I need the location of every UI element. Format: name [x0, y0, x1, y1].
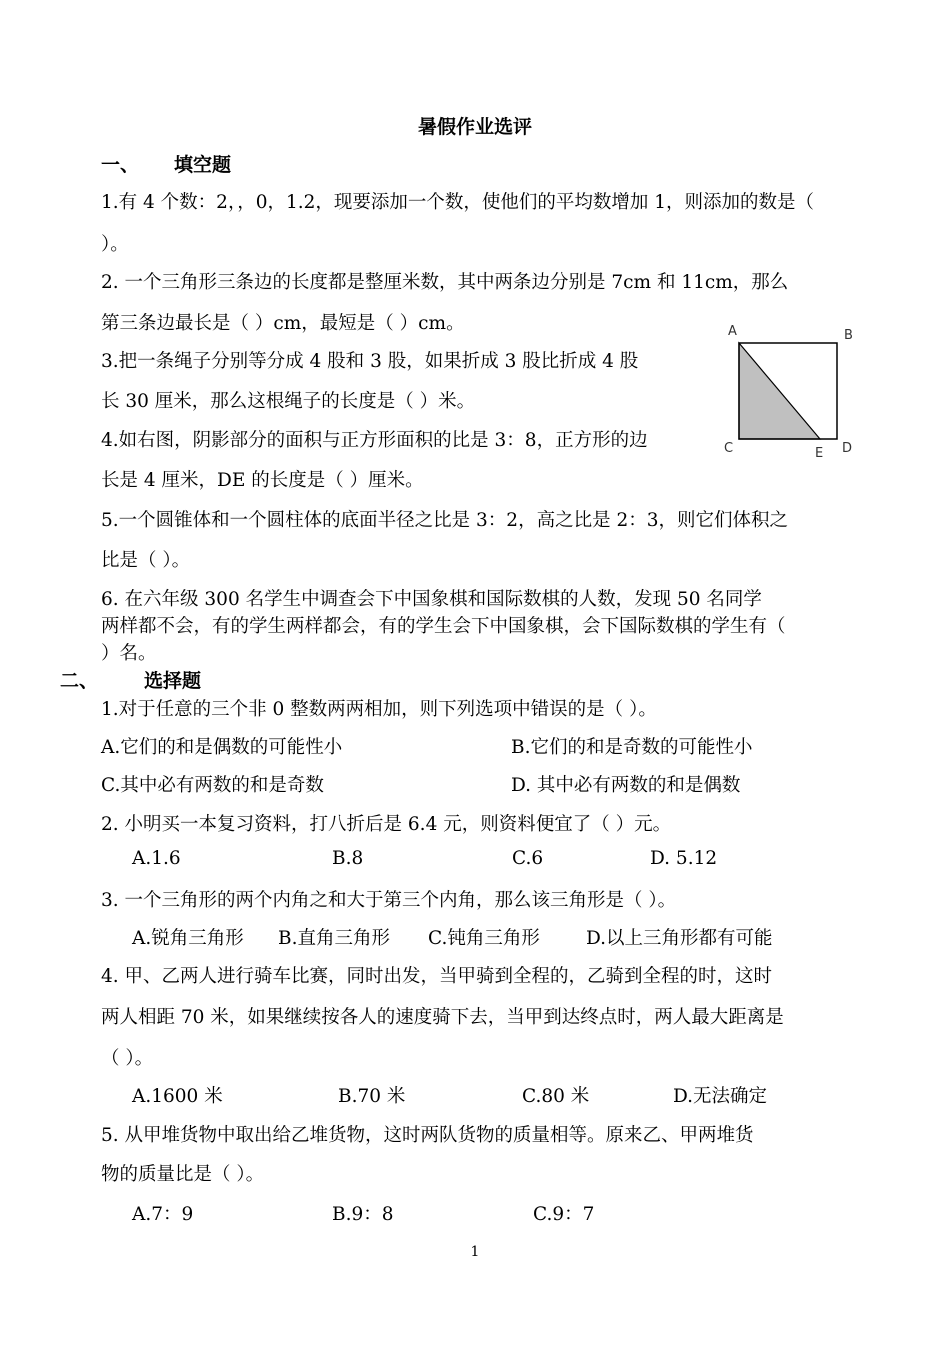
q3-line2: 长 30 厘米，那么这根绳子的长度是（ ）米。	[101, 391, 476, 412]
page-title: 暑假作业选评	[417, 116, 532, 138]
c1-stem: 1.对于任意的三个非 0 整数两两相加，则下列选项中错误的是（ ）。	[101, 699, 657, 720]
q2-line2: 第三条边最长是（ ）cm，最短是（ ）cm。	[101, 313, 465, 334]
vertex-label-d: D	[842, 441, 853, 456]
c5-line2: 物的质量比是（ ）。	[101, 1164, 265, 1185]
c4-option-c: C.80 米	[522, 1086, 590, 1107]
c3-option-c: C.钝角三角形	[428, 928, 540, 949]
c4-line1: 4. 甲、乙两人进行骑车比赛，同时出发，当甲骑到全程的，乙骑到全程的时，这时	[101, 966, 773, 987]
c2-option-c: C.6	[512, 848, 544, 869]
c4-line2: 两人相距 70 米，如果继续按各人的速度骑下去，当甲到达终点时，两人最大距离是	[101, 1007, 784, 1028]
c5-line1: 5. 从甲堆货物中取出给乙堆货物，这时两队货物的质量相等。原来乙、甲两堆货	[101, 1125, 754, 1146]
vertex-label-c: C	[724, 441, 734, 456]
c1-option-a: A.它们的和是偶数的可能性小	[101, 737, 343, 758]
c5-option-a: A.7：9	[132, 1204, 194, 1225]
c2-option-b: B.8	[332, 848, 364, 869]
c4-option-a: A.1600 米	[132, 1086, 223, 1107]
vertex-label-e: E	[815, 446, 824, 461]
c4-line3: （ ）。	[101, 1048, 154, 1069]
q5-line2: 比是（ ）。	[101, 550, 191, 571]
c4-option-b: B.70 米	[338, 1086, 406, 1107]
section1-label: 填空题	[174, 154, 232, 176]
q1-line1: 1.有 4 个数：2，，0，1.2，现要添加一个数，使他们的平均数增加 1，则添加的数是（	[101, 192, 815, 213]
c1-option-d: D. 其中必有两数的和是偶数	[511, 775, 741, 796]
q6-line2: 两样都不会，有的学生两样都会，有的学生会下中国象棋，会下国际数棋的学生有（	[101, 616, 786, 637]
section1-number: 一、	[101, 154, 140, 176]
q3-line1: 3.把一条绳子分别等分成 4 股和 3 股，如果折成 3 股比折成 4 股	[101, 351, 639, 372]
c3-stem: 3. 一个三角形的两个内角之和大于第三个内角，那么该三角形是（ ）。	[101, 890, 677, 911]
c3-option-d: D.以上三角形都有可能	[586, 928, 773, 949]
c1-option-c: C.其中必有两数的和是奇数	[101, 775, 324, 796]
c3-option-b: B.直角三角形	[278, 928, 390, 949]
c5-option-c: C.9：7	[533, 1204, 595, 1225]
c4-option-d: D.无法确定	[673, 1086, 768, 1107]
section2-number: 二、	[60, 670, 99, 692]
c3-option-a: A.锐角三角形	[132, 928, 244, 949]
vertex-label-a: A	[728, 324, 737, 339]
c5-option-b: B.9：8	[332, 1204, 394, 1225]
c2-option-a: A.1.6	[132, 848, 181, 869]
page-number: 1	[470, 1244, 480, 1260]
square-triangle-figure	[720, 318, 865, 463]
q1-line2: ）。	[101, 234, 129, 255]
shaded-triangle	[739, 343, 820, 439]
q5-line1: 5.一个圆锥体和一个圆柱体的底面半径之比是 3：2，高之比是 2：3，则它们体积之	[101, 510, 788, 531]
q4-line2: 长是 4 厘米，DE 的长度是（ ）厘米。	[101, 470, 424, 491]
c2-stem: 2. 小明买一本复习资料，打八折后是 6.4 元，则资料便宜了（ ）元。	[101, 814, 672, 835]
q6-line1: 6. 在六年级 300 名学生中调查会下中国象棋和国际数棋的人数，发现 50 名同学	[101, 589, 762, 610]
section2-label: 选择题	[144, 670, 202, 692]
c2-option-d: D. 5.12	[650, 848, 718, 869]
q2-line1: 2. 一个三角形三条边的长度都是整厘米数，其中两条边分别是 7cm 和 11cm，那么	[101, 272, 789, 293]
c1-option-b: B.它们的和是奇数的可能性小	[511, 737, 753, 758]
vertex-label-b: B	[844, 328, 853, 343]
q4-line1: 4.如右图，阴影部分的面积与正方形面积的比是 3：8，正方形的边	[101, 430, 648, 451]
q6-line3: ）名。	[101, 643, 157, 664]
